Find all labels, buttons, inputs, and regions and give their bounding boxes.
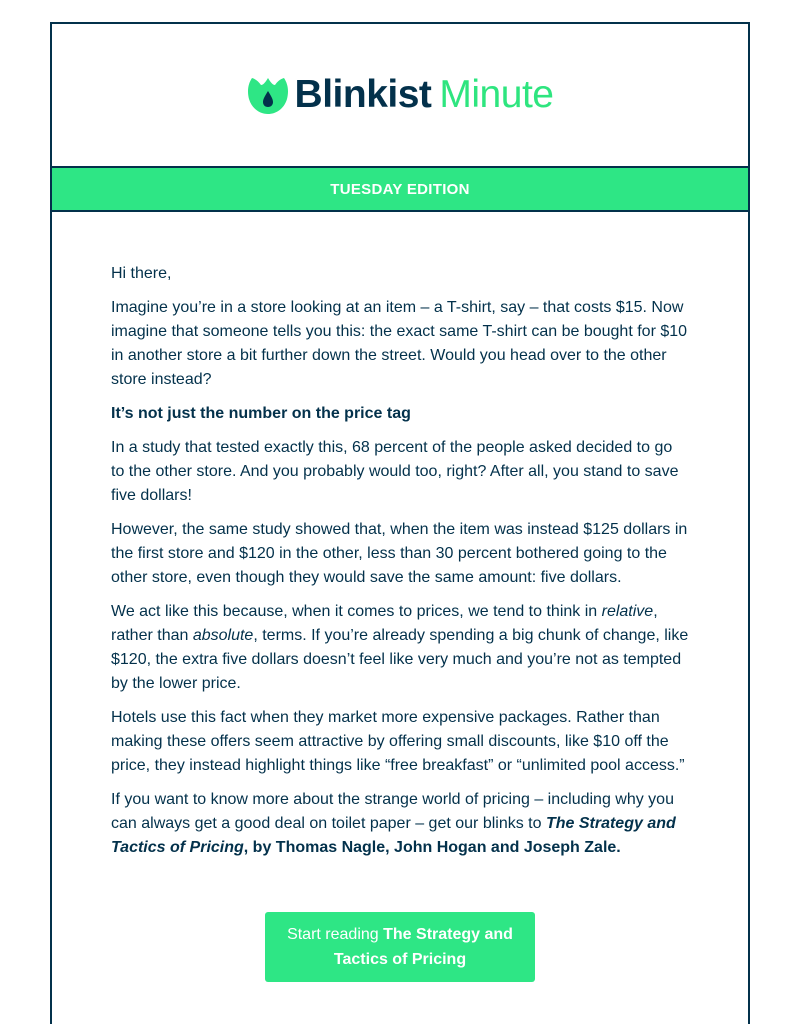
book-title-link[interactable]: The Strategy and Tactics of Pricing — [111, 815, 676, 856]
paragraph-3: However, the same study showed that, when the item was instead $125 dollars in the first store and $120 in the other, less than 30 percent bothered going to the other store, even though they would save the same amount: five dollars. — [111, 521, 688, 586]
logo-wordmark — [295, 73, 554, 117]
blinkist-leaf-icon — [247, 75, 289, 115]
paragraph-5: Hotels use this fact when they market more expensive packages. Rather than making these offers seem attractive by offering small discounts, like $10 off the price, they instead highlight things like “free breakfast” or “unlimited pool access.” — [111, 709, 685, 774]
logo-brand-name: Blinkist — [294, 73, 432, 116]
p4-text-b: , rather than — [111, 603, 658, 644]
email-header — [52, 24, 748, 168]
greeting: Hi there, — [111, 265, 172, 282]
paragraph-2: In a study that tested exactly this, 68 percent of the people asked decided to go to the other store. And you probably would too, right? After all, you stand to save five dollars! — [111, 439, 679, 504]
p4-absolute: absolute — [192, 627, 254, 644]
cta-wrapper — [111, 912, 689, 982]
p6-text: If you want to know more about the strange world of pricing – including why you can always get a good deal on toilet paper – get our blinks to — [111, 791, 674, 832]
brand-logo[interactable] — [247, 73, 554, 117]
cta-title: The Strategy and Tactics of Pricing — [333, 926, 513, 968]
email-body — [52, 212, 748, 982]
start-reading-button[interactable] — [265, 912, 535, 982]
email-frame — [50, 22, 750, 1024]
book-authors: , by Thomas Nagle, John Hogan and Joseph Zale. — [243, 839, 621, 856]
paragraph-1: Imagine you’re in a store looking at an item – a T-shirt, say – that costs $15. Now imagine that someone tells you this: the exact same T-shirt can be bought for $10 in another store a bit further down the street. Would you head over to the other store instead? — [111, 299, 688, 388]
p4-text-c: , terms. If you’re already spending a big chunk of change, like $120, the extra five dollars doesn’t feel like very much and you’re not as tempted by the lower price. — [111, 627, 689, 692]
logo-product-name: Minute — [439, 73, 554, 116]
p4-relative: relative — [601, 603, 654, 620]
paragraph-4 — [111, 600, 689, 696]
p4-text-a: We act like this because, when it comes to prices, we tend to think in — [111, 603, 602, 620]
edition-banner: TUESDAY EDITION — [52, 168, 748, 212]
subheading: It’s not just the number on the price tag — [111, 405, 411, 422]
cta-prefix: Start reading — [287, 926, 384, 943]
paragraph-6 — [111, 788, 689, 860]
